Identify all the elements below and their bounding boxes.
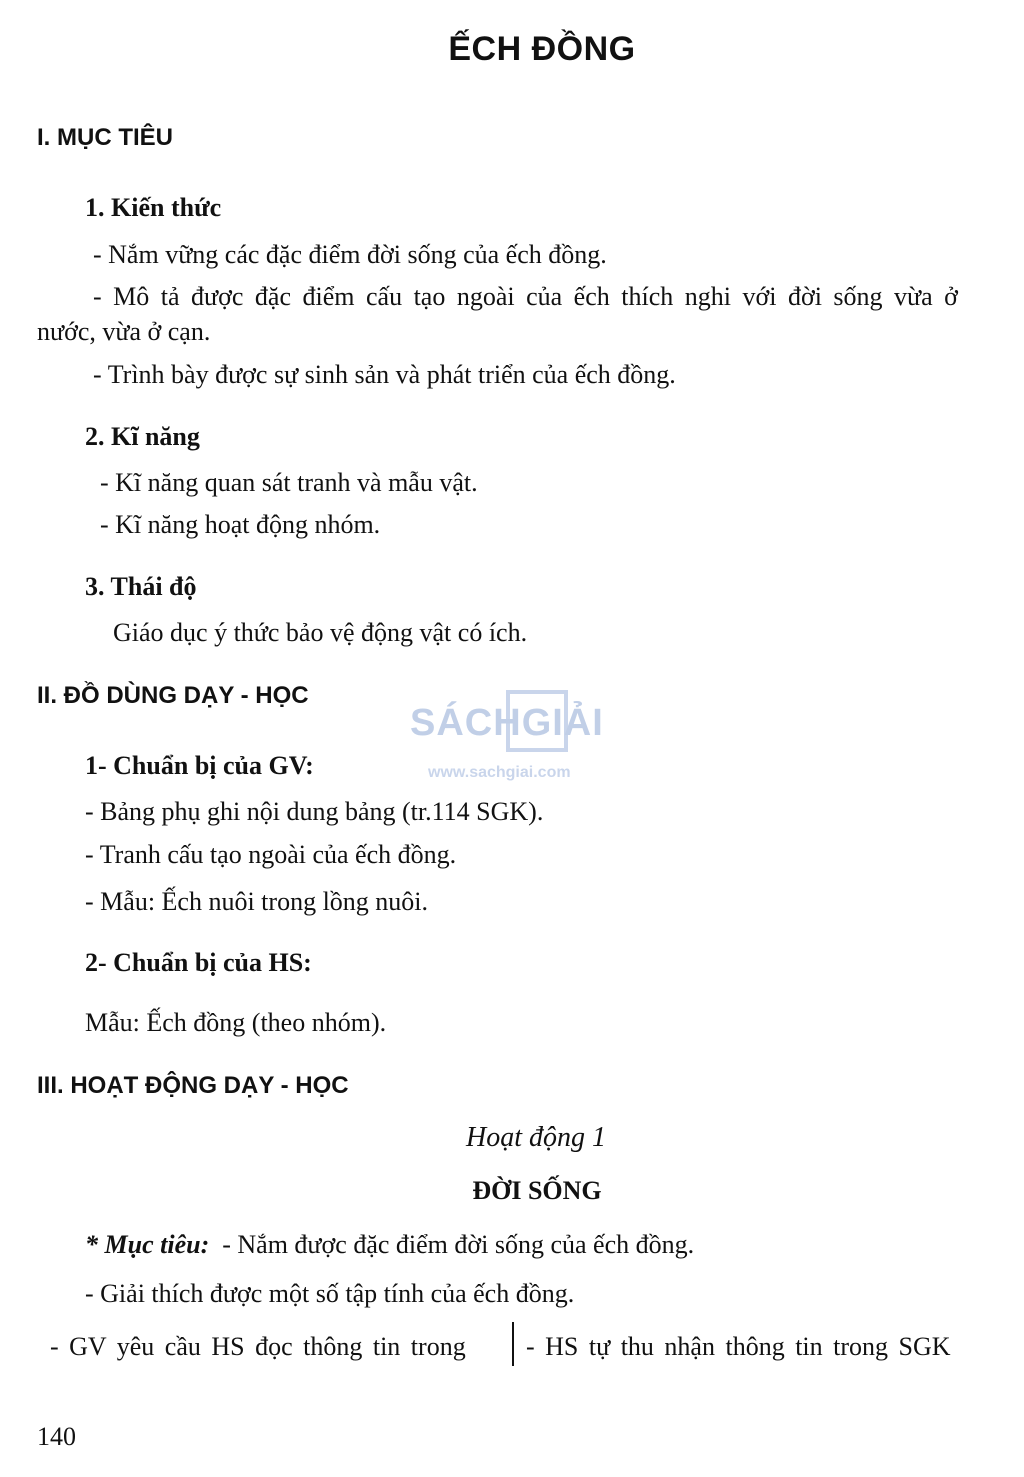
skill-item-1: - Kĩ năng quan sát tranh và mẫu vật. [100, 468, 478, 497]
watermark-brand: SÁCHGIẢI [410, 702, 604, 744]
knowledge-item-2-cont: nước, vừa ở cạn. [37, 317, 211, 346]
watermark [410, 690, 620, 790]
teacher-prep-item-2: - Tranh cấu tạo ngoài của ếch đồng. [85, 840, 457, 869]
activity-goal [85, 1230, 694, 1260]
table-left-cell: - GV yêu cầu HS đọc thông tin trong [50, 1332, 466, 1361]
table-column-divider [512, 1322, 514, 1366]
page-title: ẾCH ĐỒNG [448, 30, 636, 68]
teacher-prep-item-3: - Mẫu: Ếch nuôi trong lồng nuôi. [85, 887, 429, 916]
goal-label: * Mục tiêu: [85, 1230, 210, 1259]
section-heading-objectives: I. MỤC TIÊU [37, 124, 173, 151]
subheading-teacher-prep: 1- Chuẩn bị của GV: [85, 751, 314, 780]
subheading-student-prep: 2- Chuẩn bị của HS: [85, 948, 312, 977]
subheading-attitude: 3. Thái độ [85, 572, 197, 601]
student-prep-item: Mẫu: Ếch đồng (theo nhóm). [85, 1008, 387, 1037]
knowledge-item-1: - Nắm vững các đặc điểm đời sống của ếch đồng. [93, 240, 607, 269]
goal-item-2: - Giải thích được một số tập tính của ếch đồng. [85, 1279, 575, 1308]
watermark-url: www.sachgiai.com [428, 764, 571, 781]
goal-item-1: - Nắm được đặc điểm đời sống của ếch đồng. [222, 1230, 695, 1259]
skill-item-2: - Kĩ năng hoạt động nhóm. [100, 510, 381, 539]
section-heading-activities: III. HOẠT ĐỘNG DẠY - HỌC [37, 1072, 349, 1099]
subheading-skills: 2. Kĩ năng [85, 422, 200, 451]
knowledge-item-2: - Mô tả được đặc điểm cấu tạo ngoài của ếch thích nghi với đời sống vừa ở [93, 282, 958, 311]
activity-title: ĐỜI SỐNG [472, 1176, 602, 1205]
activity-label: Hoạt động 1 [466, 1122, 606, 1153]
section-heading-materials: II. ĐỒ DÙNG DẠY - HỌC [37, 682, 309, 709]
knowledge-item-3: - Trình bày được sự sinh sản và phát triển của ếch đồng. [93, 360, 676, 389]
table-right-cell: - HS tự thu nhận thông tin trong SGK [526, 1332, 951, 1361]
attitude-item: Giáo dục ý thức bảo vệ động vật có ích. [113, 618, 528, 647]
page-number: 140 [37, 1422, 76, 1451]
teacher-prep-item-1: - Bảng phụ ghi nội dung bảng (tr.114 SGK). [85, 797, 544, 826]
subheading-knowledge: 1. Kiến thức [85, 193, 222, 222]
